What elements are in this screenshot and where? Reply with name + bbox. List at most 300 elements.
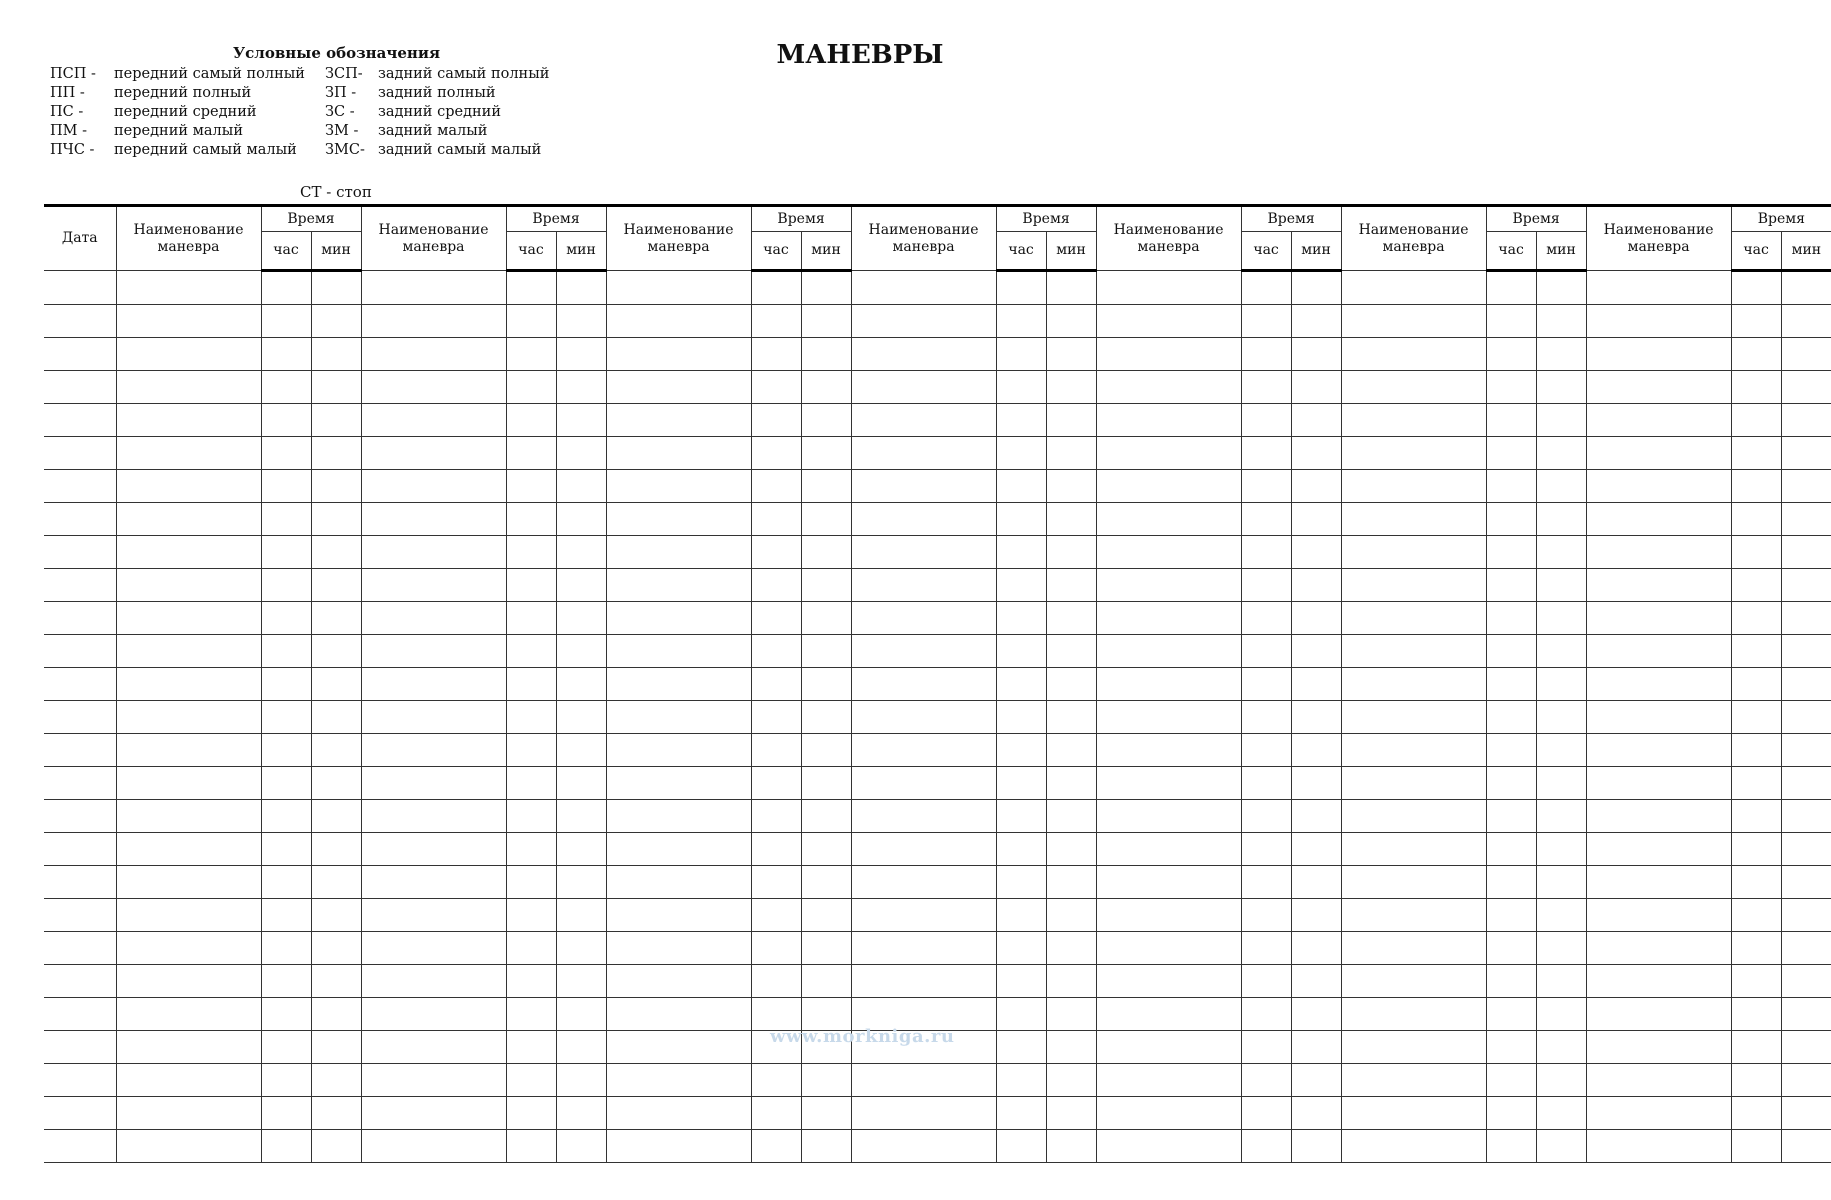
- table-cell[interactable]: [1046, 404, 1096, 437]
- table-cell[interactable]: [1586, 503, 1731, 536]
- table-cell[interactable]: [1586, 404, 1731, 437]
- table-cell[interactable]: [361, 701, 506, 734]
- table-cell[interactable]: [751, 965, 801, 998]
- table-cell[interactable]: [116, 866, 261, 899]
- table-cell[interactable]: [1536, 305, 1586, 338]
- table-cell[interactable]: [556, 866, 606, 899]
- table-cell[interactable]: [1536, 569, 1586, 602]
- table-cell[interactable]: [311, 932, 361, 965]
- table-cell[interactable]: [1586, 635, 1731, 668]
- table-cell[interactable]: [1486, 734, 1536, 767]
- table-cell[interactable]: [606, 305, 751, 338]
- table-cell[interactable]: [1046, 503, 1096, 536]
- table-cell[interactable]: [311, 536, 361, 569]
- table-cell[interactable]: [851, 800, 996, 833]
- table-cell[interactable]: [801, 998, 851, 1031]
- table-cell[interactable]: [1781, 635, 1831, 668]
- table-cell[interactable]: [1096, 305, 1241, 338]
- table-cell[interactable]: [1781, 1130, 1831, 1163]
- table-cell[interactable]: [801, 437, 851, 470]
- table-cell[interactable]: [261, 767, 311, 800]
- table-cell[interactable]: [1536, 635, 1586, 668]
- table-cell[interactable]: [996, 866, 1046, 899]
- table-cell[interactable]: [606, 371, 751, 404]
- table-cell[interactable]: [1731, 569, 1781, 602]
- table-cell[interactable]: [311, 701, 361, 734]
- table-cell[interactable]: [1046, 833, 1096, 866]
- table-cell[interactable]: [1781, 833, 1831, 866]
- table-cell[interactable]: [606, 470, 751, 503]
- table-cell[interactable]: [556, 602, 606, 635]
- table-cell[interactable]: [1096, 668, 1241, 701]
- table-cell[interactable]: [801, 271, 851, 305]
- table-cell[interactable]: [1241, 767, 1291, 800]
- table-cell[interactable]: [261, 305, 311, 338]
- table-cell[interactable]: [1586, 833, 1731, 866]
- table-cell[interactable]: [1781, 998, 1831, 1031]
- table-cell[interactable]: [801, 1130, 851, 1163]
- table-cell[interactable]: [996, 734, 1046, 767]
- table-cell[interactable]: [556, 998, 606, 1031]
- table-cell[interactable]: [44, 271, 116, 305]
- table-cell[interactable]: [1731, 767, 1781, 800]
- table-cell[interactable]: [996, 668, 1046, 701]
- table-cell[interactable]: [1096, 404, 1241, 437]
- table-cell[interactable]: [1781, 1064, 1831, 1097]
- table-cell[interactable]: [506, 1031, 556, 1064]
- table-cell[interactable]: [1586, 371, 1731, 404]
- table-cell[interactable]: [996, 701, 1046, 734]
- table-cell[interactable]: [1486, 998, 1536, 1031]
- table-cell[interactable]: [44, 305, 116, 338]
- table-cell[interactable]: [1096, 767, 1241, 800]
- table-cell[interactable]: [1241, 271, 1291, 305]
- table-cell[interactable]: [506, 767, 556, 800]
- table-cell[interactable]: [44, 668, 116, 701]
- table-cell[interactable]: [1341, 470, 1486, 503]
- table-cell[interactable]: [751, 305, 801, 338]
- table-cell[interactable]: [506, 602, 556, 635]
- table-cell[interactable]: [1241, 437, 1291, 470]
- table-cell[interactable]: [751, 899, 801, 932]
- table-cell[interactable]: [1241, 965, 1291, 998]
- table-cell[interactable]: [311, 569, 361, 602]
- table-cell[interactable]: [506, 470, 556, 503]
- table-cell[interactable]: [751, 998, 801, 1031]
- table-cell[interactable]: [1291, 800, 1341, 833]
- table-cell[interactable]: [851, 767, 996, 800]
- table-cell[interactable]: [261, 1064, 311, 1097]
- table-cell[interactable]: [801, 602, 851, 635]
- table-cell[interactable]: [801, 536, 851, 569]
- table-cell[interactable]: [851, 833, 996, 866]
- table-cell[interactable]: [996, 899, 1046, 932]
- table-cell[interactable]: [1731, 470, 1781, 503]
- table-cell[interactable]: [1586, 767, 1731, 800]
- table-cell[interactable]: [606, 1031, 751, 1064]
- table-cell[interactable]: [1536, 998, 1586, 1031]
- table-cell[interactable]: [361, 998, 506, 1031]
- table-cell[interactable]: [506, 701, 556, 734]
- table-cell[interactable]: [996, 602, 1046, 635]
- table-cell[interactable]: [1046, 569, 1096, 602]
- table-cell[interactable]: [361, 668, 506, 701]
- table-cell[interactable]: [1096, 470, 1241, 503]
- table-cell[interactable]: [851, 701, 996, 734]
- table-cell[interactable]: [1291, 932, 1341, 965]
- table-cell[interactable]: [1241, 932, 1291, 965]
- table-cell[interactable]: [116, 965, 261, 998]
- table-cell[interactable]: [261, 404, 311, 437]
- table-cell[interactable]: [1781, 701, 1831, 734]
- table-cell[interactable]: [311, 305, 361, 338]
- table-cell[interactable]: [751, 437, 801, 470]
- table-cell[interactable]: [1486, 635, 1536, 668]
- table-cell[interactable]: [1291, 371, 1341, 404]
- table-cell[interactable]: [1731, 866, 1781, 899]
- table-cell[interactable]: [751, 470, 801, 503]
- table-cell[interactable]: [361, 899, 506, 932]
- table-cell[interactable]: [996, 437, 1046, 470]
- table-cell[interactable]: [1291, 866, 1341, 899]
- table-cell[interactable]: [44, 734, 116, 767]
- table-cell[interactable]: [1731, 833, 1781, 866]
- table-cell[interactable]: [311, 1097, 361, 1130]
- table-cell[interactable]: [1536, 734, 1586, 767]
- table-cell[interactable]: [606, 833, 751, 866]
- table-cell[interactable]: [1586, 305, 1731, 338]
- table-cell[interactable]: [1586, 271, 1731, 305]
- table-cell[interactable]: [1291, 833, 1341, 866]
- table-cell[interactable]: [1291, 1097, 1341, 1130]
- table-cell[interactable]: [751, 1031, 801, 1064]
- table-cell[interactable]: [361, 338, 506, 371]
- table-cell[interactable]: [1586, 1097, 1731, 1130]
- table-cell[interactable]: [361, 437, 506, 470]
- table-cell[interactable]: [1536, 271, 1586, 305]
- table-cell[interactable]: [801, 800, 851, 833]
- table-cell[interactable]: [361, 734, 506, 767]
- table-cell[interactable]: [44, 800, 116, 833]
- table-cell[interactable]: [506, 536, 556, 569]
- table-cell[interactable]: [1781, 932, 1831, 965]
- table-cell[interactable]: [361, 866, 506, 899]
- table-cell[interactable]: [606, 998, 751, 1031]
- table-cell[interactable]: [851, 1097, 996, 1130]
- table-cell[interactable]: [1486, 503, 1536, 536]
- table-cell[interactable]: [606, 1064, 751, 1097]
- table-cell[interactable]: [751, 503, 801, 536]
- table-cell[interactable]: [1341, 305, 1486, 338]
- table-cell[interactable]: [556, 569, 606, 602]
- table-cell[interactable]: [751, 404, 801, 437]
- table-cell[interactable]: [1486, 536, 1536, 569]
- table-cell[interactable]: [1486, 1130, 1536, 1163]
- table-cell[interactable]: [44, 569, 116, 602]
- table-cell[interactable]: [506, 338, 556, 371]
- table-cell[interactable]: [116, 503, 261, 536]
- table-cell[interactable]: [996, 1097, 1046, 1130]
- table-cell[interactable]: [1046, 470, 1096, 503]
- table-cell[interactable]: [1586, 998, 1731, 1031]
- table-cell[interactable]: [606, 569, 751, 602]
- table-cell[interactable]: [1586, 668, 1731, 701]
- table-cell[interactable]: [606, 437, 751, 470]
- table-cell[interactable]: [1291, 899, 1341, 932]
- table-cell[interactable]: [1731, 1064, 1781, 1097]
- table-cell[interactable]: [1046, 1064, 1096, 1097]
- table-cell[interactable]: [506, 833, 556, 866]
- table-cell[interactable]: [1241, 602, 1291, 635]
- table-cell[interactable]: [44, 602, 116, 635]
- table-cell[interactable]: [1341, 1130, 1486, 1163]
- table-cell[interactable]: [1291, 437, 1341, 470]
- table-cell[interactable]: [1586, 932, 1731, 965]
- table-cell[interactable]: [751, 371, 801, 404]
- table-cell[interactable]: [751, 767, 801, 800]
- table-cell[interactable]: [1291, 701, 1341, 734]
- table-cell[interactable]: [851, 536, 996, 569]
- table-cell[interactable]: [851, 569, 996, 602]
- table-cell[interactable]: [1781, 602, 1831, 635]
- table-cell[interactable]: [801, 305, 851, 338]
- table-cell[interactable]: [1536, 503, 1586, 536]
- table-cell[interactable]: [1586, 569, 1731, 602]
- table-cell[interactable]: [361, 965, 506, 998]
- table-cell[interactable]: [556, 271, 606, 305]
- table-cell[interactable]: [751, 701, 801, 734]
- table-cell[interactable]: [361, 569, 506, 602]
- table-cell[interactable]: [1486, 965, 1536, 998]
- table-cell[interactable]: [1241, 701, 1291, 734]
- table-cell[interactable]: [1046, 1031, 1096, 1064]
- table-cell[interactable]: [1536, 701, 1586, 734]
- table-cell[interactable]: [606, 602, 751, 635]
- table-cell[interactable]: [751, 536, 801, 569]
- table-cell[interactable]: [851, 899, 996, 932]
- table-cell[interactable]: [556, 437, 606, 470]
- table-cell[interactable]: [506, 1130, 556, 1163]
- table-cell[interactable]: [1586, 965, 1731, 998]
- table-cell[interactable]: [44, 899, 116, 932]
- table-cell[interactable]: [1586, 734, 1731, 767]
- table-cell[interactable]: [1341, 271, 1486, 305]
- table-cell[interactable]: [996, 470, 1046, 503]
- table-cell[interactable]: [261, 701, 311, 734]
- table-cell[interactable]: [1486, 338, 1536, 371]
- table-cell[interactable]: [851, 602, 996, 635]
- table-cell[interactable]: [116, 271, 261, 305]
- table-cell[interactable]: [996, 271, 1046, 305]
- table-cell[interactable]: [1096, 1130, 1241, 1163]
- table-cell[interactable]: [44, 866, 116, 899]
- table-cell[interactable]: [556, 635, 606, 668]
- table-cell[interactable]: [261, 602, 311, 635]
- table-cell[interactable]: [361, 1130, 506, 1163]
- table-cell[interactable]: [116, 767, 261, 800]
- table-cell[interactable]: [996, 1064, 1046, 1097]
- table-cell[interactable]: [556, 734, 606, 767]
- table-cell[interactable]: [1731, 701, 1781, 734]
- table-cell[interactable]: [44, 767, 116, 800]
- table-cell[interactable]: [996, 800, 1046, 833]
- table-cell[interactable]: [1536, 668, 1586, 701]
- table-cell[interactable]: [1046, 899, 1096, 932]
- table-cell[interactable]: [506, 998, 556, 1031]
- table-cell[interactable]: [1486, 800, 1536, 833]
- table-cell[interactable]: [556, 503, 606, 536]
- table-cell[interactable]: [506, 800, 556, 833]
- table-cell[interactable]: [361, 1097, 506, 1130]
- table-cell[interactable]: [1536, 1064, 1586, 1097]
- table-cell[interactable]: [116, 1130, 261, 1163]
- table-cell[interactable]: [556, 767, 606, 800]
- table-cell[interactable]: [1046, 998, 1096, 1031]
- table-cell[interactable]: [116, 833, 261, 866]
- table-cell[interactable]: [44, 635, 116, 668]
- table-cell[interactable]: [801, 470, 851, 503]
- table-cell[interactable]: [996, 536, 1046, 569]
- table-cell[interactable]: [556, 1130, 606, 1163]
- table-cell[interactable]: [851, 1130, 996, 1163]
- table-cell[interactable]: [851, 1064, 996, 1097]
- table-cell[interactable]: [851, 305, 996, 338]
- table-cell[interactable]: [1486, 932, 1536, 965]
- table-cell[interactable]: [261, 1031, 311, 1064]
- table-cell[interactable]: [1241, 668, 1291, 701]
- table-cell[interactable]: [801, 635, 851, 668]
- table-cell[interactable]: [311, 998, 361, 1031]
- table-cell[interactable]: [996, 503, 1046, 536]
- table-cell[interactable]: [1536, 536, 1586, 569]
- table-cell[interactable]: [1781, 734, 1831, 767]
- table-cell[interactable]: [44, 338, 116, 371]
- table-cell[interactable]: [116, 470, 261, 503]
- table-cell[interactable]: [1241, 899, 1291, 932]
- table-cell[interactable]: [1046, 1097, 1096, 1130]
- table-cell[interactable]: [851, 338, 996, 371]
- table-cell[interactable]: [1291, 536, 1341, 569]
- table-cell[interactable]: [1536, 800, 1586, 833]
- table-cell[interactable]: [506, 635, 556, 668]
- table-cell[interactable]: [311, 503, 361, 536]
- table-cell[interactable]: [261, 569, 311, 602]
- table-cell[interactable]: [1486, 1031, 1536, 1064]
- table-cell[interactable]: [1731, 899, 1781, 932]
- table-cell[interactable]: [851, 998, 996, 1031]
- table-cell[interactable]: [44, 1031, 116, 1064]
- table-cell[interactable]: [751, 866, 801, 899]
- table-cell[interactable]: [361, 800, 506, 833]
- table-cell[interactable]: [1096, 503, 1241, 536]
- table-cell[interactable]: [1586, 800, 1731, 833]
- table-cell[interactable]: [1731, 338, 1781, 371]
- table-cell[interactable]: [506, 1097, 556, 1130]
- table-cell[interactable]: [1341, 1031, 1486, 1064]
- table-cell[interactable]: [506, 437, 556, 470]
- table-cell[interactable]: [1731, 536, 1781, 569]
- table-cell[interactable]: [261, 338, 311, 371]
- table-cell[interactable]: [996, 998, 1046, 1031]
- table-cell[interactable]: [1536, 338, 1586, 371]
- table-cell[interactable]: [1586, 536, 1731, 569]
- table-cell[interactable]: [1341, 1097, 1486, 1130]
- table-cell[interactable]: [1586, 1064, 1731, 1097]
- table-cell[interactable]: [116, 1097, 261, 1130]
- table-cell[interactable]: [1731, 635, 1781, 668]
- table-cell[interactable]: [311, 371, 361, 404]
- table-cell[interactable]: [556, 338, 606, 371]
- table-cell[interactable]: [1731, 668, 1781, 701]
- table-cell[interactable]: [1341, 734, 1486, 767]
- table-cell[interactable]: [1341, 998, 1486, 1031]
- table-cell[interactable]: [1586, 866, 1731, 899]
- table-cell[interactable]: [1046, 866, 1096, 899]
- table-cell[interactable]: [606, 635, 751, 668]
- table-cell[interactable]: [1341, 800, 1486, 833]
- table-cell[interactable]: [1781, 800, 1831, 833]
- table-cell[interactable]: [606, 932, 751, 965]
- table-cell[interactable]: [361, 503, 506, 536]
- table-cell[interactable]: [1096, 569, 1241, 602]
- table-cell[interactable]: [1096, 635, 1241, 668]
- table-cell[interactable]: [1241, 569, 1291, 602]
- table-cell[interactable]: [996, 338, 1046, 371]
- table-cell[interactable]: [1291, 470, 1341, 503]
- table-cell[interactable]: [801, 371, 851, 404]
- table-cell[interactable]: [1486, 767, 1536, 800]
- table-cell[interactable]: [801, 1031, 851, 1064]
- table-cell[interactable]: [261, 833, 311, 866]
- table-cell[interactable]: [361, 932, 506, 965]
- table-cell[interactable]: [1291, 965, 1341, 998]
- table-cell[interactable]: [996, 932, 1046, 965]
- table-cell[interactable]: [506, 866, 556, 899]
- table-cell[interactable]: [1241, 833, 1291, 866]
- table-cell[interactable]: [851, 932, 996, 965]
- table-cell[interactable]: [311, 338, 361, 371]
- table-cell[interactable]: [44, 1130, 116, 1163]
- table-cell[interactable]: [851, 470, 996, 503]
- table-cell[interactable]: [1731, 800, 1781, 833]
- table-cell[interactable]: [996, 1130, 1046, 1163]
- table-cell[interactable]: [361, 833, 506, 866]
- table-cell[interactable]: [1731, 965, 1781, 998]
- table-cell[interactable]: [851, 1031, 996, 1064]
- table-cell[interactable]: [116, 305, 261, 338]
- table-cell[interactable]: [556, 1097, 606, 1130]
- table-cell[interactable]: [801, 569, 851, 602]
- table-cell[interactable]: [1341, 1064, 1486, 1097]
- table-cell[interactable]: [44, 1064, 116, 1097]
- table-cell[interactable]: [1781, 305, 1831, 338]
- table-cell[interactable]: [1096, 271, 1241, 305]
- table-cell[interactable]: [116, 932, 261, 965]
- table-cell[interactable]: [261, 1130, 311, 1163]
- table-cell[interactable]: [1341, 569, 1486, 602]
- table-cell[interactable]: [801, 866, 851, 899]
- table-cell[interactable]: [311, 800, 361, 833]
- table-cell[interactable]: [361, 767, 506, 800]
- table-cell[interactable]: [261, 866, 311, 899]
- table-cell[interactable]: [361, 536, 506, 569]
- table-cell[interactable]: [606, 965, 751, 998]
- table-cell[interactable]: [44, 503, 116, 536]
- table-cell[interactable]: [1486, 866, 1536, 899]
- table-cell[interactable]: [506, 569, 556, 602]
- table-cell[interactable]: [801, 338, 851, 371]
- table-cell[interactable]: [261, 800, 311, 833]
